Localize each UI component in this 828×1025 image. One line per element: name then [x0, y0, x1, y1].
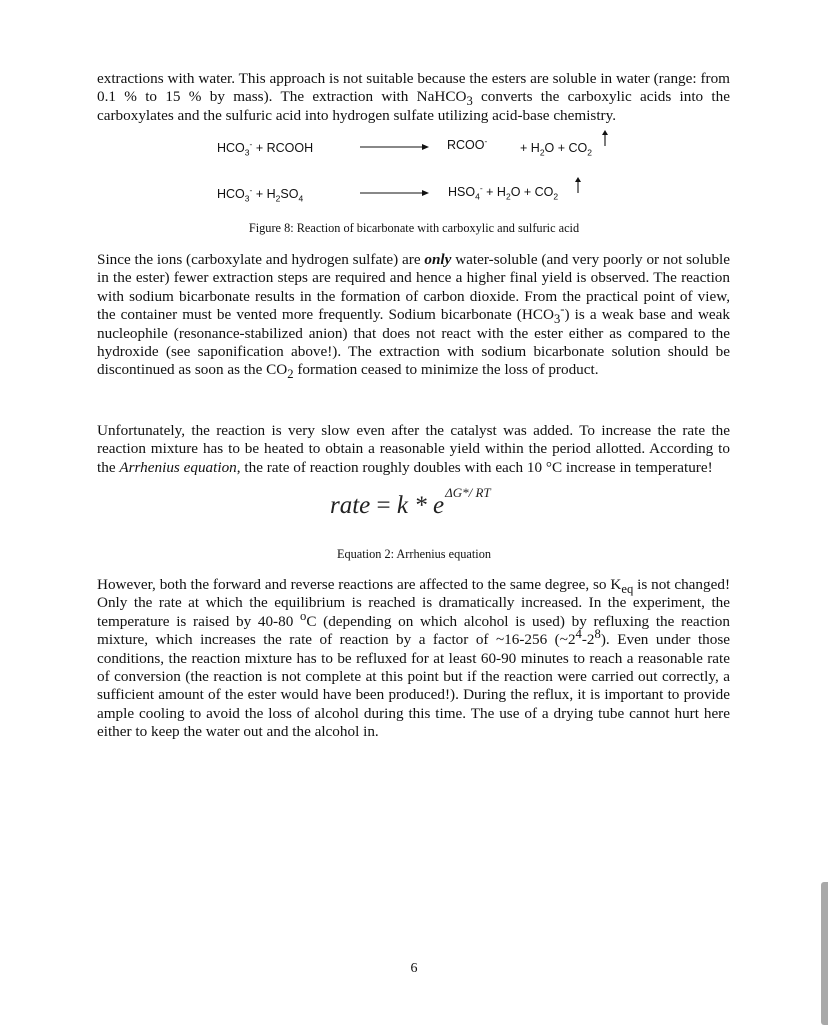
text-segment: , the rate of reaction roughly doubles with each 10 °C increase in temperature!: [236, 458, 713, 476]
formula: O + CO: [544, 141, 588, 155]
formula: HSO: [448, 185, 476, 199]
page-number: 6: [410, 961, 418, 976]
text-segment: extractions with water. This approach is not suitable because the esters are soluble in water (range: from 0.1 % to 15 % by mass). The extraction with NaHCO: [97, 70, 730, 106]
charge: -: [479, 182, 483, 193]
subscript: 2: [553, 191, 559, 202]
subscript: 2: [587, 147, 592, 158]
text-segment: Unfortunately, the reaction is very slow even after the catalyst was added. To increase the rate the reaction mixture has to be heated to obtain a reasonable yield within the period allotted. According to the: [97, 422, 730, 476]
superscript: 8: [594, 627, 601, 642]
arrhenius-equation: [330, 485, 491, 520]
text-segment: ) is a weak base and weak nucleophile (resonance-stabilized anion) that does not react with the ester either as compared to the hydroxide (see saponification above!). The extraction with sodium bicarbonate solution should be discontinued as soon as the CO: [97, 306, 730, 379]
subscript: 2: [505, 191, 511, 202]
charge: -: [249, 184, 253, 195]
text-segment: converts the carboxylic acids into the carboxylates and the sulfuric acid into hydrogen sulfate utilizing acid-base chemistry.: [97, 88, 730, 124]
text-segment: formation ceased to minimize the loss of product.: [293, 361, 599, 379]
subscript: 2: [539, 147, 545, 158]
formula: O + CO: [510, 185, 554, 199]
subscript: 3: [244, 193, 250, 204]
equation-exponent: ΔG*/ RT: [445, 485, 491, 500]
equation-rhs: k * e: [396, 492, 445, 519]
paragraph-rate: [97, 422, 730, 477]
text-segment: water-soluble (and very poorly or not soluble in the ester) fewer extraction steps are required and hence a higher final yield is observed. The reaction with sodium bicarbonate results in the formation of carbon dioxide. From the practical point of view, the container must be vented more frequently. Sodium bicarbonate (HCO: [97, 251, 730, 324]
superscript: o: [299, 608, 307, 623]
equation-lhs: rate: [330, 492, 371, 519]
formula: HCO: [217, 141, 245, 155]
emphasis: Arrhenius equation: [119, 458, 237, 476]
charge: -: [484, 135, 488, 146]
text-segment: Since the ions (carboxylate and hydrogen sulfate) are: [97, 251, 425, 268]
plus-sign: + H: [252, 187, 276, 201]
subscript: 2: [287, 367, 294, 382]
formula: + H: [482, 185, 506, 199]
formula: SO: [280, 187, 299, 201]
text-segment: C (depending on which alcohol is used) by refluxing the reaction mixture, which increases the rate of reaction by a factor of ~16-256 (~2: [97, 612, 730, 649]
gas-evolution-arrow-icon: [574, 177, 582, 193]
reaction2-reactants: [217, 184, 304, 204]
subscript: 3: [244, 147, 250, 158]
subscript: 2: [275, 193, 281, 204]
subscript: eq: [621, 582, 634, 597]
scrollbar-thumb[interactable]: [821, 882, 828, 1025]
superscript: -: [560, 302, 565, 317]
paragraph-equilibrium: [97, 576, 730, 742]
formula: + H: [520, 141, 540, 155]
subscript: 4: [298, 193, 304, 204]
reaction2-arrow-icon: [360, 187, 430, 199]
reaction1-arrow-icon: [360, 141, 430, 153]
text-segment: However, both the forward and reverse reactions are affected to the same degree, so K: [97, 576, 622, 593]
paragraph-ions: [97, 251, 730, 380]
text-segment: ). Even under those conditions, the reaction mixture has to be refluxed for at least 60-90 minutes to reach a reasonable rate of conversion (the reaction is not complete at this point but if the reaction were carried out correctly, a sufficient amount of the ester would have been produced!). During the reflux, it is important to provide ample cooling to avoid the loss of alcohol during this time. The use of a drying tube cannot hurt here either to keep the water out and the alcohol in.: [97, 631, 730, 741]
reaction1-product-carboxylate: [447, 135, 488, 152]
formula: RCOOH: [266, 141, 314, 155]
text-segment: -2: [581, 631, 595, 649]
emphasis: only: [424, 251, 452, 268]
equation-caption: Equation 2: Arrhenius equation: [336, 547, 492, 561]
subscript: 4: [475, 191, 480, 202]
plus-sign: +: [252, 141, 267, 155]
equals-sign: =: [370, 492, 397, 519]
reaction1-reactants: [217, 138, 314, 158]
formula: RCOO: [447, 138, 485, 152]
text-segment: is not changed! Only the rate at which the equilibrium is reached is dramatically increased. In the experiment, the temperature is raised by 40-80: [97, 576, 730, 630]
subscript: 3: [553, 312, 561, 327]
reaction1-products-rest: [520, 141, 592, 158]
paragraph-extraction: [97, 70, 730, 125]
reaction2-products: [448, 182, 559, 202]
figure-caption: Figure 8: Reaction of bicarbonate with carboxylic and sulfuric acid: [248, 221, 580, 235]
superscript: 4: [575, 627, 582, 642]
formula: HCO: [217, 187, 245, 201]
charge: -: [249, 138, 253, 149]
subscript: 3: [466, 94, 473, 109]
gas-evolution-arrow-icon: [601, 130, 609, 146]
